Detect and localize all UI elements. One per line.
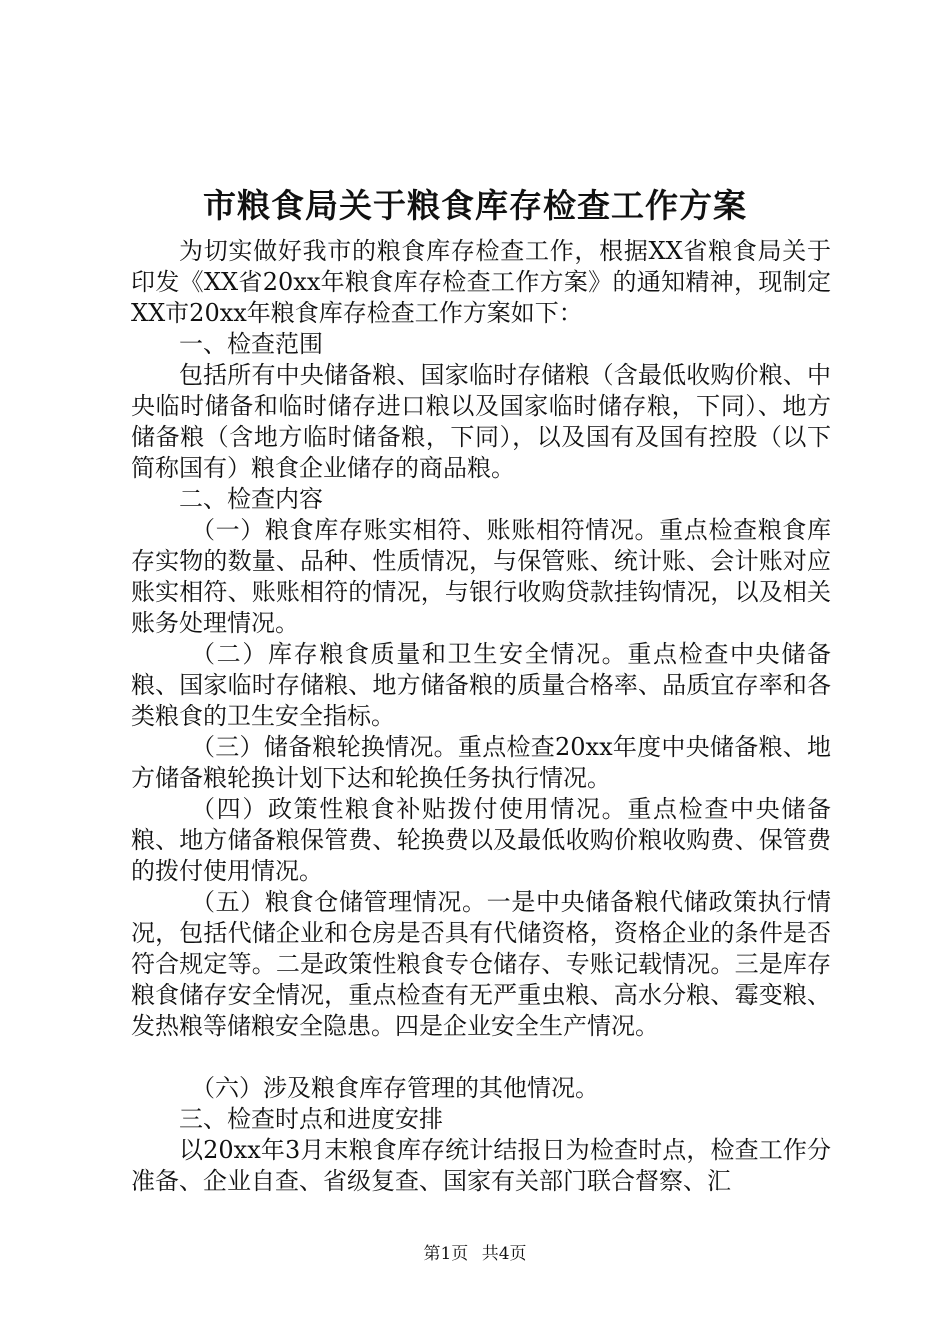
schedule-paragraph: 以20xx年3月末粮食库存统计结报日为检查时点，检查工作分准备、企业自查、省级复查、国家有关部门联合督察、汇	[131, 1136, 831, 1195]
content-item-1: （一）粮食库存账实相符、账账相符情况。重点检查粮食库存实物的数量、品种、性质情况，与保管账、统计账、会计账对应账实相符、账账相符的情况，与银行收购贷款挂钩情况，以及相关账务处理情况。	[131, 516, 831, 637]
page-total: 共4页	[481, 1244, 527, 1264]
page-number: 第1页	[423, 1244, 469, 1264]
page-footer	[0, 1243, 950, 1265]
content-item-5: （五）粮食仓储管理情况。一是中央储备粮代储政策执行情况，包括代储企业和仓房是否具有代储资格，资格企业的条件是否符合规定等。二是政策性粮食专仓储存、专账记载情况。三是库存粮食储存安全情况，重点检查有无严重虫粮、高水分粮、霉变粮、发热粮等储粮安全隐患。四是企业安全生产情况。	[131, 888, 831, 1040]
content-item-2: （二）库存粮食质量和卫生安全情况。重点检查中央储备粮、国家临时存储粮、地方储备粮的质量合格率、品质宜存率和各类粮食的卫生安全指标。	[131, 640, 831, 730]
intro-paragraph: 为切实做好我市的粮食库存检查工作，根据XX省粮食局关于印发《XX省20xx年粮食库存检查工作方案》的通知精神，现制定XX市20xx年粮食库存检查工作方案如下：	[131, 237, 831, 327]
content-item-3: （三）储备粮轮换情况。重点检查20xx年度中央储备粮、地方储备粮轮换计划下达和轮换任务执行情况。	[131, 733, 831, 792]
paragraph-gap	[131, 1042, 831, 1073]
content-item-6: （六）涉及粮食库存管理的其他情况。	[191, 1074, 599, 1102]
section-heading-scope: 一、检查范围	[179, 330, 323, 358]
section-heading-schedule: 三、检查时点和进度安排	[179, 1105, 443, 1133]
section-heading-content: 二、检查内容	[179, 485, 323, 513]
scope-paragraph: 包括所有中央储备粮、国家临时存储粮（含最低收购价粮、中央临时储备和临时储存进口粮以及国家临时储存粮，下同）、地方储备粮（含地方临时储备粮，下同），以及国有及国有控股（以下简称国有）粮食企业储存的商品粮。	[131, 361, 831, 482]
content-item-4: （四）政策性粮食补贴拨付使用情况。重点检查中央储备粮、地方储备粮保管费、轮换费以及最低收购价粮收购费、保管费的拨付使用情况。	[131, 795, 831, 885]
document-title: 市粮食局关于粮食库存检查工作方案	[203, 186, 747, 225]
document-body	[131, 236, 831, 1197]
